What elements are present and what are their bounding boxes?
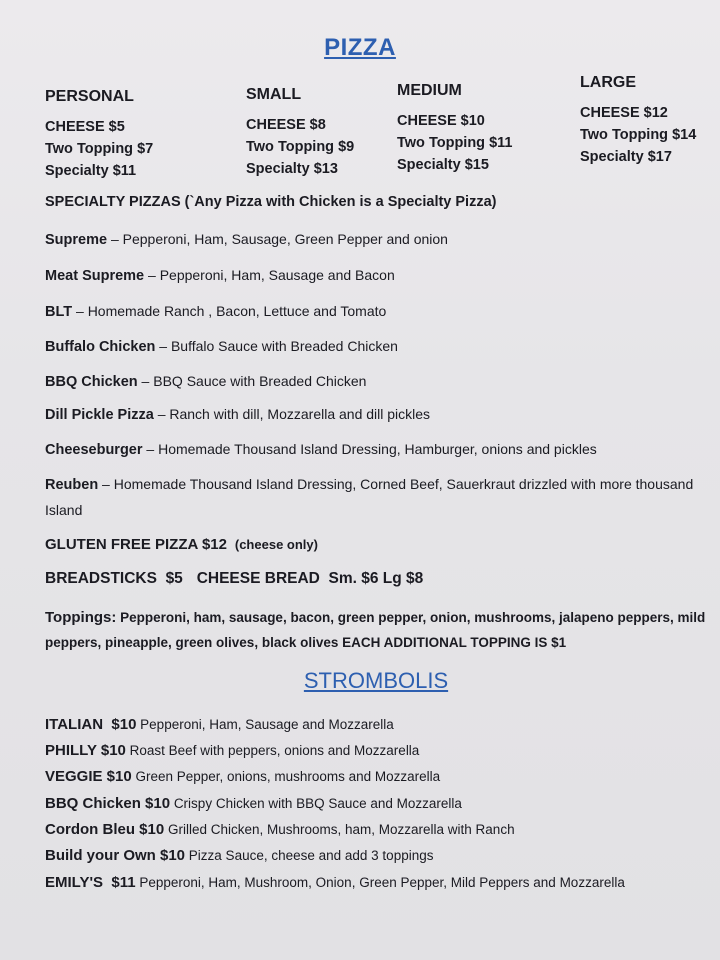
specialty-price: Specialty $17: [580, 149, 672, 165]
specialty-item: [45, 441, 597, 458]
toppings-list: Pepperoni, ham, sausage, bacon, green pepper, onion, mushrooms, jalapeno peppers, mild peppers, pineapple, green olives, black olives: [45, 610, 706, 650]
two-topping-price: Two Topping $14: [580, 127, 697, 143]
specialty-item: [45, 231, 448, 248]
stromboli-item: [45, 716, 394, 733]
stromboli-name: Build your Own $10: [45, 847, 186, 864]
specialty-heading: SPECIALTY PIZZAS (`Any Pizza with Chicken is a Specialty Pizza): [45, 194, 497, 210]
specialty-desc: – Homemade Ranch , Bacon, Lettuce and Tomato: [72, 303, 387, 319]
cheese-price: CHEESE $10: [397, 113, 485, 129]
stromboli-desc: Crispy Chicken with BBQ Sauce and Mozzarella: [173, 796, 462, 811]
specialty-item: [45, 373, 366, 390]
stromboli-item: [45, 795, 462, 812]
stromboli-item: [45, 874, 625, 891]
cheese-price: CHEESE $8: [246, 117, 326, 133]
size-column-large: [580, 72, 696, 168]
specialty-desc: – Pepperoni, Ham, Sausage and Bacon: [144, 267, 395, 283]
stromboli-name: EMILY'S $11: [45, 874, 136, 891]
specialty-desc: – Homemade Thousand Island Dressing, Corned Beef, Sauerkraut drizzled with more thousand Island: [45, 476, 694, 518]
stromboli-item: [45, 768, 440, 785]
specialty-name: BBQ Chicken: [45, 374, 138, 390]
stromboli-name: VEGGIE $10: [45, 768, 132, 785]
stromboli-desc: Green Pepper, onions, mushrooms and Mozzarella: [135, 769, 441, 784]
stromboli-desc: Grilled Chicken, Mushrooms, ham, Mozzarella with Ranch: [167, 822, 515, 837]
toppings-label: Toppings:: [45, 609, 117, 626]
specialty-price: Specialty $15: [397, 157, 489, 173]
specialty-item: [45, 472, 700, 523]
stromboli-name: Cordon Bleu $10: [45, 821, 165, 838]
specialty-price: Specialty $11: [45, 163, 137, 179]
specialty-desc: – Pepperoni, Ham, Sausage, Green Pepper and onion: [107, 231, 448, 247]
specialty-item: [45, 338, 398, 355]
size-column-small: [246, 84, 354, 180]
size-heading: SMALL: [246, 86, 302, 103]
specialty-name: Cheeseburger: [45, 442, 143, 458]
stromboli-item: [45, 821, 515, 838]
specialty-desc: – Ranch with dill, Mozzarella and dill pickles: [153, 406, 431, 422]
bread-line: [45, 570, 423, 588]
gluten-free-note: (cheese only): [234, 537, 318, 552]
two-topping-price: Two Topping $11: [397, 135, 513, 151]
specialty-item: [45, 303, 386, 320]
specialty-name: Dill Pickle Pizza: [45, 407, 154, 423]
stromboli-desc: Pepperoni, Ham, Sausage and Mozzarella: [140, 717, 394, 732]
strombolis-title: STROMBOLIS: [303, 668, 449, 693]
specialty-name: Supreme: [45, 232, 108, 248]
stromboli-name: BBQ Chicken $10: [45, 795, 171, 812]
specialty-name: Meat Supreme: [45, 268, 145, 284]
additional-topping-price: EACH ADDITIONAL TOPPING IS $1: [342, 635, 567, 650]
specialty-name: Buffalo Chicken: [45, 339, 156, 355]
two-topping-price: Two Topping $7: [45, 141, 154, 157]
size-heading: LARGE: [580, 74, 636, 91]
size-column-personal: [45, 86, 153, 182]
stromboli-desc: Pepperoni, Ham, Mushroom, Onion, Green Pepper, Mild Peppers and Mozzarella: [139, 875, 625, 890]
specialty-item: [45, 406, 430, 423]
two-topping-price: Two Topping $9: [246, 139, 355, 155]
specialty-price: Specialty $13: [246, 161, 338, 177]
stromboli-item: [45, 742, 419, 759]
specialty-desc: – Homemade Thousand Island Dressing, Hamburger, onions and pickles: [142, 441, 597, 457]
specialty-desc: – Buffalo Sauce with Breaded Chicken: [155, 338, 398, 354]
toppings-block: [45, 605, 715, 655]
cheese-price: CHEESE $12: [580, 105, 668, 121]
specialty-desc: – BBQ Sauce with Breaded Chicken: [137, 373, 367, 389]
stromboli-name: PHILLY $10: [45, 742, 126, 759]
specialty-name: Reuben: [45, 477, 99, 493]
cheese-bread-label: CHEESE BREAD Sm. $6 Lg $8: [196, 570, 424, 587]
pizza-title: PIZZA: [324, 34, 396, 61]
size-heading: MEDIUM: [397, 82, 462, 99]
stromboli-desc: Roast Beef with peppers, onions and Mozzarella: [129, 743, 420, 758]
pizza-size-prices: [0, 0, 720, 190]
specialty-item: [45, 267, 395, 284]
breadsticks-label: BREADSTICKS $5: [45, 570, 183, 587]
size-column-medium: [397, 80, 512, 176]
cheese-price: CHEESE $5: [45, 119, 125, 135]
gluten-free-label: GLUTEN FREE PIZZA $12: [45, 536, 227, 553]
gluten-free-line: [45, 536, 318, 553]
size-heading: PERSONAL: [45, 88, 134, 105]
stromboli-item: [45, 847, 433, 864]
stromboli-name: ITALIAN $10: [45, 716, 137, 733]
specialty-name: BLT: [45, 304, 73, 320]
stromboli-desc: Pizza Sauce, cheese and add 3 toppings: [188, 848, 434, 863]
